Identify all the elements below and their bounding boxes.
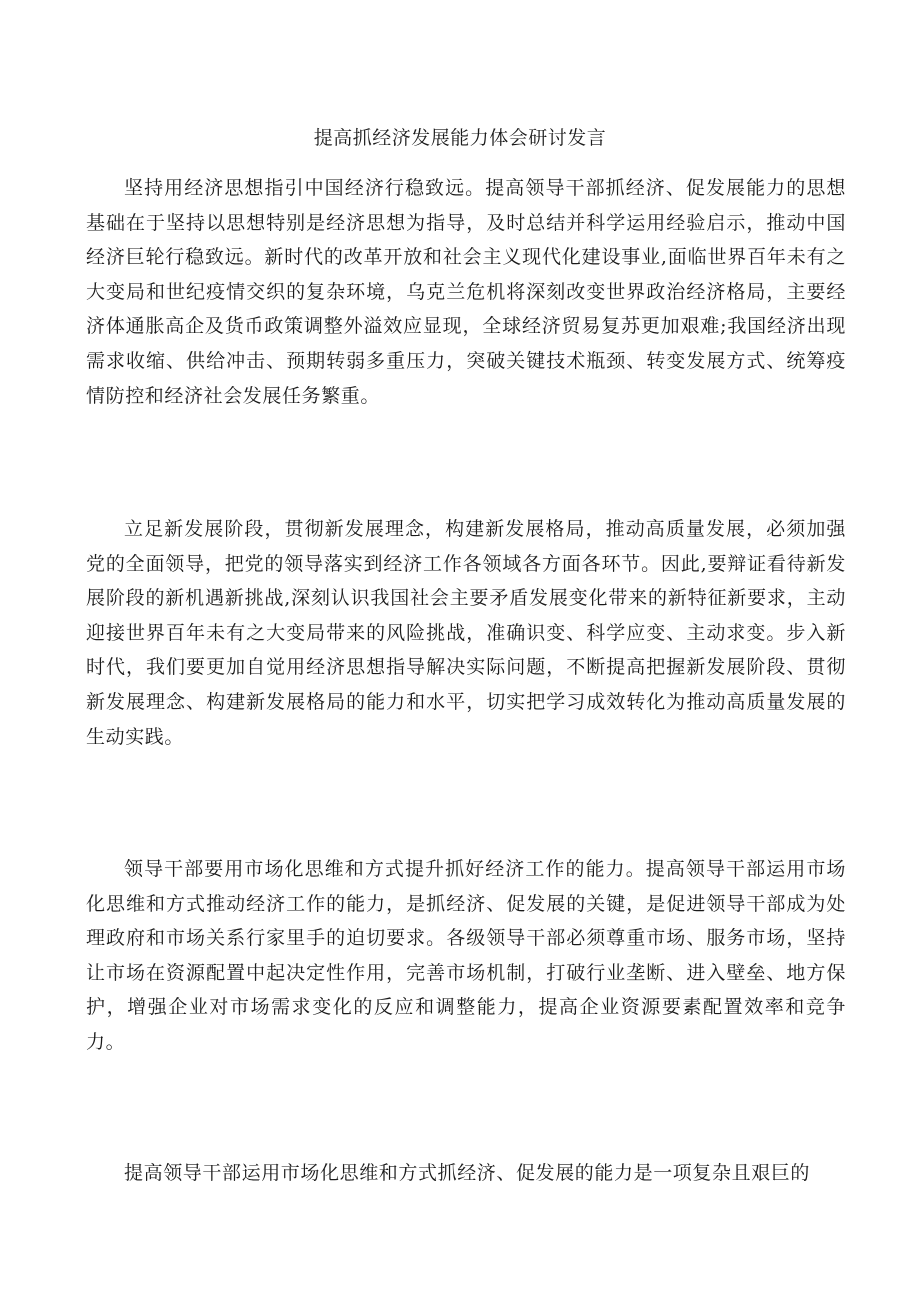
paragraph-1-lead: 坚持用经济思想指引中国经济行稳致远。: [124, 177, 486, 199]
paragraph-4: [86, 1156, 846, 1191]
paragraph-2: [86, 512, 846, 754]
paragraph-1: [86, 171, 846, 413]
paragraph-1-text: 提高领导干部抓经济、促发展能力的思想基础在于坚持以思想特别是经济思想为指导，及时总结并科学运用经验启示，推动中国经济巨轮行稳致远。新时代的改革开放和社会主义现代化建设事业,面临世界百年未有之大变局和世纪疫情交织的复杂环境，乌克兰危机将深刻改变世界政治经济格局，主要经济体通胀高企及货币政策调整外溢效应显现，全球经济贸易复苏更加艰难;我国经济出现需求收缩、供给冲击、预期转弱多重压力，突破关键技术瓶颈、转变发展方式、统筹疫情防控和经济社会发展任务繁重。: [86, 177, 846, 407]
paragraph-4-text: 提高领导干部运用市场化思维和方式抓经济、促发展的能力是一项复杂且艰巨的: [124, 1162, 811, 1184]
document-title: 提高抓经济发展能力体会研讨发言: [313, 127, 607, 149]
paragraph-2-text: 立足新发展阶段，贯彻新发展理念，构建新发展格局，推动高质量发展，必须加强党的全面领导，把党的领导落实到经济工作各领域各方面各环节。因此,要辩证看待新发展阶段的新机遇新挑战,深刻认识我国社会主要矛盾发展变化带来的新特征新要求，主动迎接世界百年未有之大变局带来的风险挑战，准确识变、科学应变、主动求变。步入新时代，我们要更加自觉用经济思想指导解决实际问题，不断提高把握新发展阶段、贯彻新发展理念、构建新发展格局的能力和水平，切实把学习成效转化为推动高质量发展的生动实践。: [86, 518, 846, 748]
paragraph-3-text: 领导干部要用市场化思维和方式提升抓好经济工作的能力。提高领导干部运用市场化思维和方式推动经济工作的能力，是抓经济、促发展的关键，是促进领导干部成为处理政府和市场关系行家里手的迫切要求。各级领导干部必须尊重市场、服务市场，坚持让市场在资源配置中起决定性作用，完善市场机制，打破行业垄断、进入壁垒、地方保护，增强企业对市场需求变化的反应和调整能力，提高企业资源要素配置效率和竞争力。: [86, 858, 846, 1053]
paragraph-3: [86, 852, 846, 1060]
